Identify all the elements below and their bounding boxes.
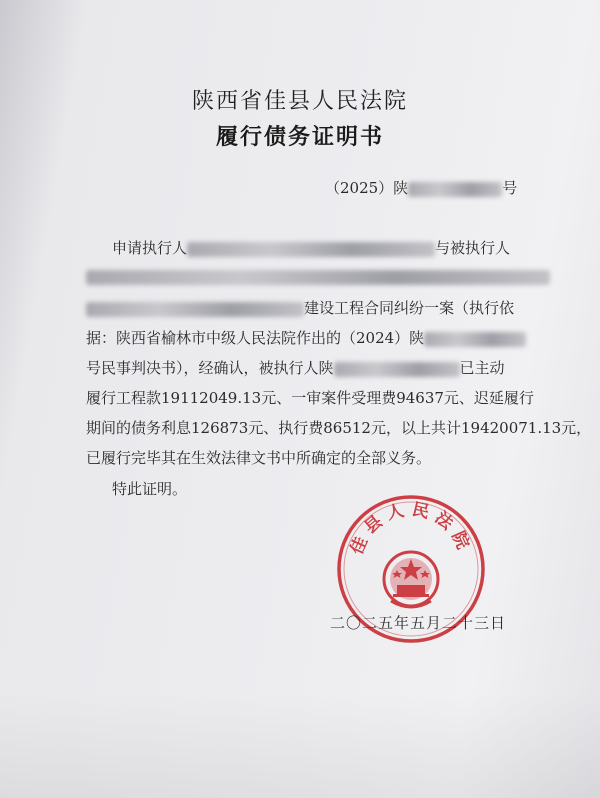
body-line-3 [86, 297, 514, 318]
body-line-5 [86, 357, 505, 378]
applicant-label: 申请执行人 [112, 239, 188, 257]
page-shadow [0, 690, 600, 798]
redacted-text [86, 302, 304, 317]
body-line-2 [86, 267, 550, 285]
body-line-7: 期间的债务利息126873元、执行费86512元，以上共计19420071.13元， [86, 419, 592, 437]
case-number-suffix: 号 [502, 179, 518, 197]
seal-text: 佳县人民法院 [346, 499, 476, 558]
body-line-8: 已履行完毕其在生效法律文书中所确定的全部义务。 [86, 449, 432, 467]
body-line-4 [86, 327, 526, 348]
redacted-respondent-info [86, 270, 550, 285]
respondent-label: 与被执行人 [435, 239, 511, 257]
body-line-6: 履行工程款19112049.13元、一审案件受理费94637元、迟延履行 [86, 389, 534, 407]
basis-text: 据：陕西省榆林市中级人民法院作出的（2024）陕 [86, 329, 425, 347]
court-name: 陕西省佳县人民法院 [191, 89, 408, 114]
redacted-case-number [408, 182, 502, 197]
body-line-1 [112, 237, 510, 258]
closing-text: 特此证明。 [112, 480, 188, 498]
redacted-applicant [187, 242, 435, 257]
issue-date: 二〇二五年五月二十三日 [330, 614, 507, 632]
national-emblem-icon [384, 552, 438, 607]
case-number-prefix: （2025）陕 [325, 179, 409, 197]
document-title: 履行债务证明书 [215, 124, 384, 150]
performed-text: 已主动 [459, 359, 505, 377]
redacted-respondent [334, 362, 460, 377]
case-number [325, 177, 517, 198]
confirmation-text: 号民事判决书），经确认，被执行人陕 [86, 359, 334, 377]
case-type: 建设工程合同纠纷一案（执行依 [304, 299, 515, 317]
redacted-judgment-no [424, 332, 526, 347]
